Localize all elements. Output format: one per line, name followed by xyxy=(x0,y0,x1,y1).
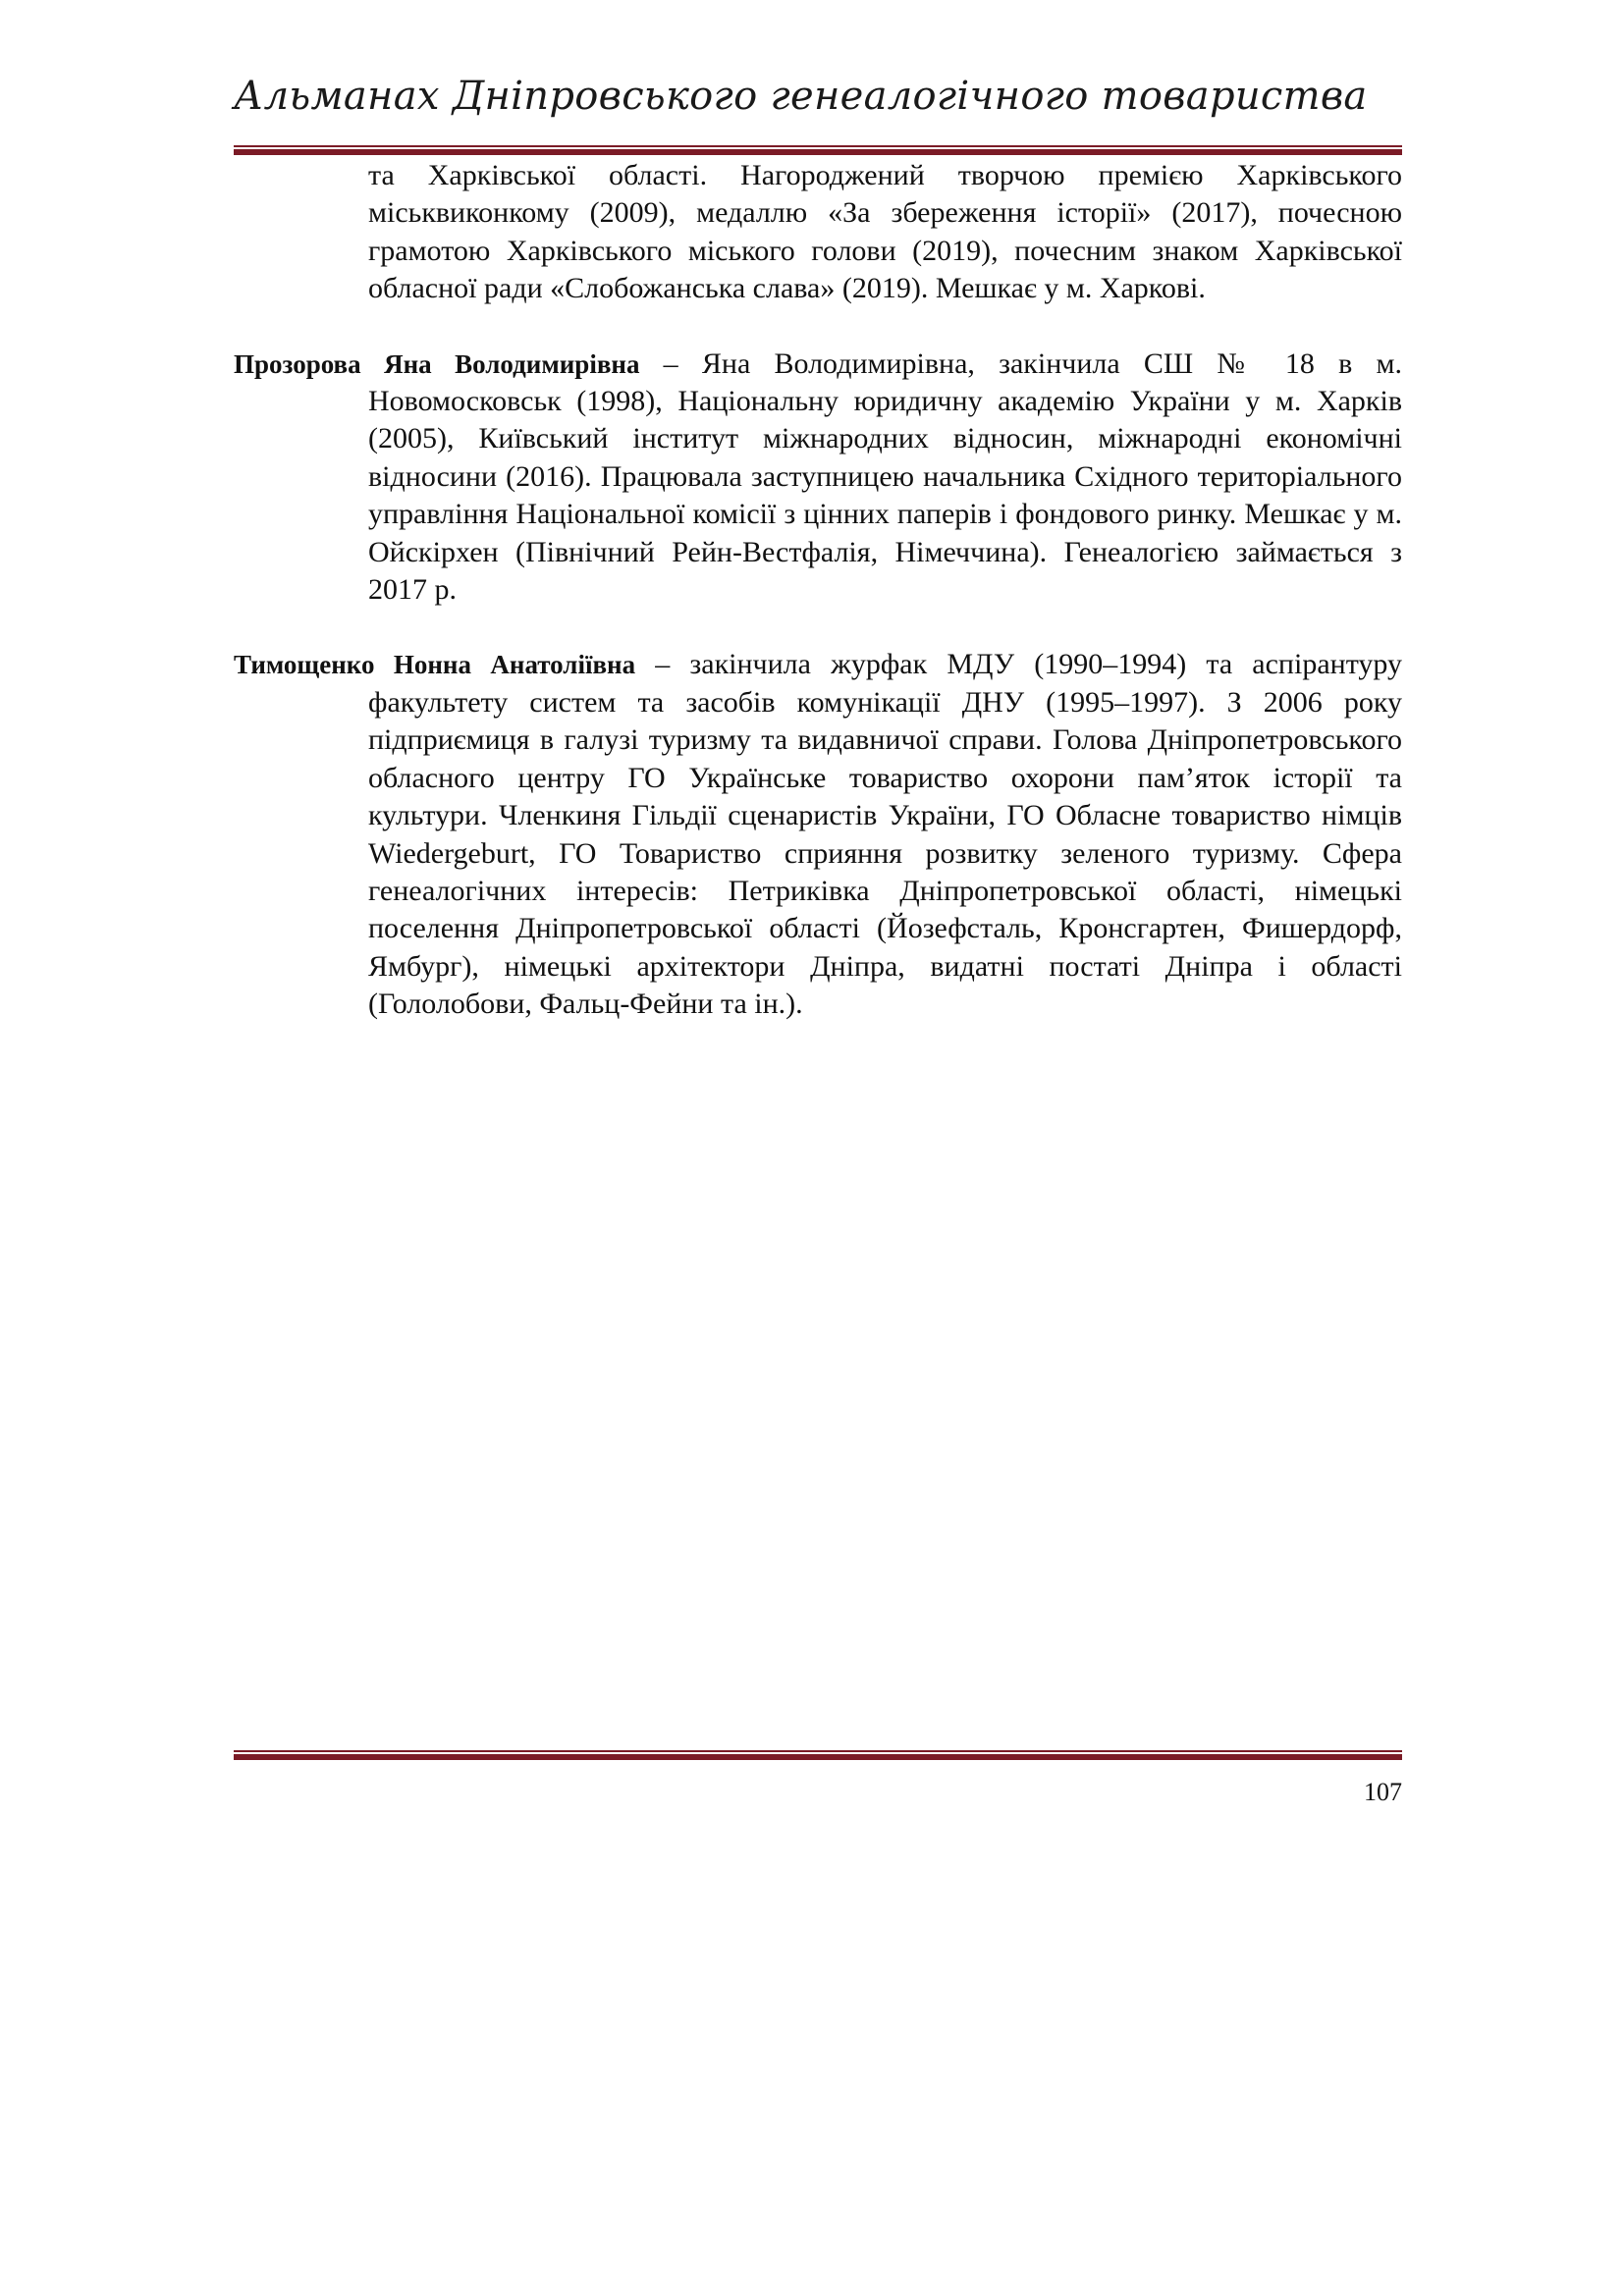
running-header xyxy=(234,71,1402,122)
entry-prozorova xyxy=(234,346,1402,610)
page-number: 107 xyxy=(1364,1778,1402,1806)
entry-text: та Харківської області. Нагороджений творчою премією Харківського міськвиконкому (2009), медаллю «За збереження історії» (2017), почесною грамотою Харківського міського голови (2019), почесним знаком Харківської обласної ради «Слобожанська слава» (2019). Мешкає у м. Харкові. xyxy=(368,159,1402,305)
page-body xyxy=(234,157,1402,1061)
entry-name: Прозорова Яна Володимирівна xyxy=(234,348,640,379)
header-title: Альманах Дніпровського генеалогічного товариства xyxy=(234,74,1368,119)
entry-continued xyxy=(234,157,1402,308)
entry-name: Тимощенко Нонна Анатоліївна xyxy=(234,650,636,680)
header-rule xyxy=(234,145,1402,155)
entry-text: – Яна Володимирівна, закінчила СШ № 18 в м. Новомосковськ (1998), Національну юридичну академію України у м. Харків (2005), Київський інститут міжнародних відносин, міжнародні економічні відносини (2016). Працювала заступницею начальника Східного територіального управління Національної комісії з цінних паперів і фондового ринку. Мешкає у м. Ойскірхен (Північний Рейн-Вестфалія, Німеччина). Генеалогією займається з 2017 р. xyxy=(368,347,1403,607)
entry-tymoshchenko xyxy=(234,646,1402,1023)
entry-text: – закінчила журфак МДУ (1990–1994) та аспірантуру факультету систем та засобів комунікації ДНУ (1995–1997). З 2006 року підприємиця в галузі туризму та видавничої справи. Голова Дніпропетровського обласного центру ГО Українське товариство охорони пам’яток історії та культури. Членкиня Гільдії сценаристів України, ГО Обласне товариство німців Wiedergeburt, ГО Товариство сприяння розвитку зеленого туризму. Сфера генеалогічних інтересів: Петриківка Дніпропетровської області, німецькі поселення Дніпропетровської області (Йозефсталь, Кронсгартен, Фишердорф, Ямбург), німецькі архітектори Дніпра, видатні постаті Дніпра і області (Гололобови, Фальц-Фейни та ін.). xyxy=(368,648,1403,1021)
footer-rule xyxy=(234,1750,1402,1760)
